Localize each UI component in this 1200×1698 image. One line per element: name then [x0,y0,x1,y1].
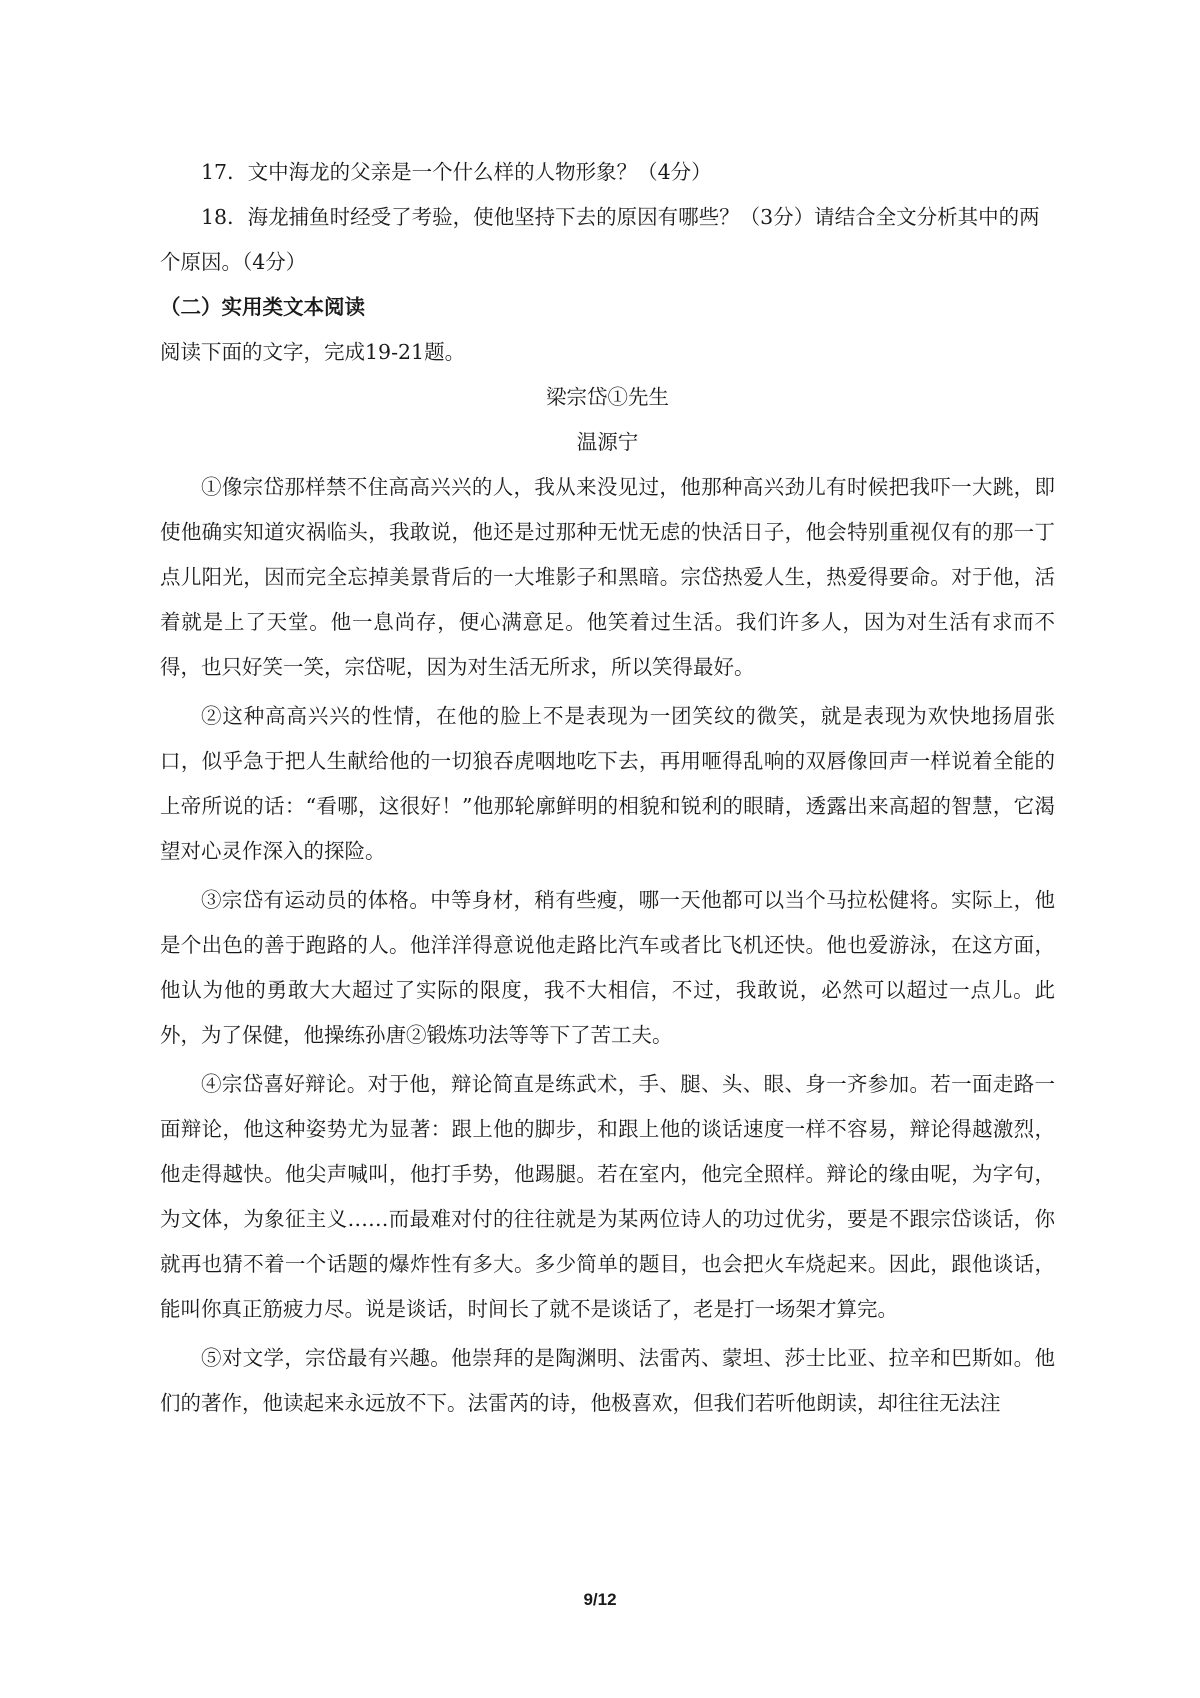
article-paragraph-5: ⑤对文学，宗岱最有兴趣。他崇拜的是陶渊明、法雷芮、蒙坦、莎士比亚、拉辛和巴斯如。他们的著作，他读起来永远放不下。法雷芮的诗，他极喜欢，但我们若听他朗读，却往往无法注 [160,1346,1055,1415]
article-author: 温源宁 [576,430,639,454]
article-paragraph-2: ②这种高高兴兴的性情，在他的脸上不是表现为一团笑纹的微笑，就是表现为欢快地扬眉张口，似乎急于把人生献给他的一切狼吞虎咽地吃下去，再用咂得乱响的双唇像回声一样说着全能的上帝所说的话：“看哪，这很好！”他那轮廓鲜明的相貌和锐利的眼睛，透露出来高超的智慧，它渴望对心灵作深入的探险。 [160,704,1055,863]
article-title: 梁宗岱①先生 [546,385,669,409]
article-paragraph-4: ④宗岱喜好辩论。对于他，辩论简直是练武术，手、腿、头、眼、身一齐参加。若一面走路一面辩论，他这种姿势尤为显著：跟上他的脚步，和跟上他的谈话速度一样不容易，辩论得越激烈，他走得越快。他尖声喊叫，他打手势，他踢腿。若在室内，他完全照样。辩论的缘由呢，为字句，为文体，为象征主义……而最难对付的往往就是为某两位诗人的功过优劣，要是不跟宗岱谈话，你就再也猜不着一个话题的爆炸性有多大。多少简单的题目，也会把火车烧起来。因此，跟他谈话，能叫你真正筋疲力尽。说是谈话，时间长了就不是谈话了，老是打一场架才算完。 [160,1072,1055,1321]
section-instruction: 阅读下面的文字，完成19-21题。 [160,340,466,364]
section-heading: （二）实用类文本阅读 [160,295,365,319]
page-number: 9/12 [583,1590,617,1609]
document-body [160,150,1055,1430]
question-17: 17．文中海龙的父亲是一个什么样的人物形象？（4分） [201,160,712,184]
question-18: 18．海龙捕鱼时经受了考验，使他坚持下去的原因有哪些？（3分）请结合全文分析其中的两个原因。（4分） [160,205,1040,274]
article-paragraph-1: ①像宗岱那样禁不住高高兴兴的人，我从来没见过，他那种高兴劲儿有时候把我吓一大跳，即使他确实知道灾祸临头，我敢说，他还是过那种无忧无虑的快活日子，他会特别重视仅有的那一丁点儿阳光，因而完全忘掉美景背后的一大堆影子和黑暗。宗岱热爱人生，热爱得要命。对于他，活着就是上了天堂。他一息尚存，便心满意足。他笑着过生活。我们许多人，因为对生活有求而不得，也只好笑一笑，宗岱呢，因为对生活无所求，所以笑得最好。 [160,475,1055,679]
article-paragraph-3: ③宗岱有运动员的体格。中等身材，稍有些瘦，哪一天他都可以当个马拉松健将。实际上，他是个出色的善于跑路的人。他洋洋得意说他走路比汽车或者比飞机还快。他也爱游泳，在这方面，他认为他的勇敢大大超过了实际的限度，我不大相信，不过，我敢说，必然可以超过一点儿。此外，为了保健，他操练孙唐②锻炼功法等等下了苦工夫。 [160,888,1055,1047]
